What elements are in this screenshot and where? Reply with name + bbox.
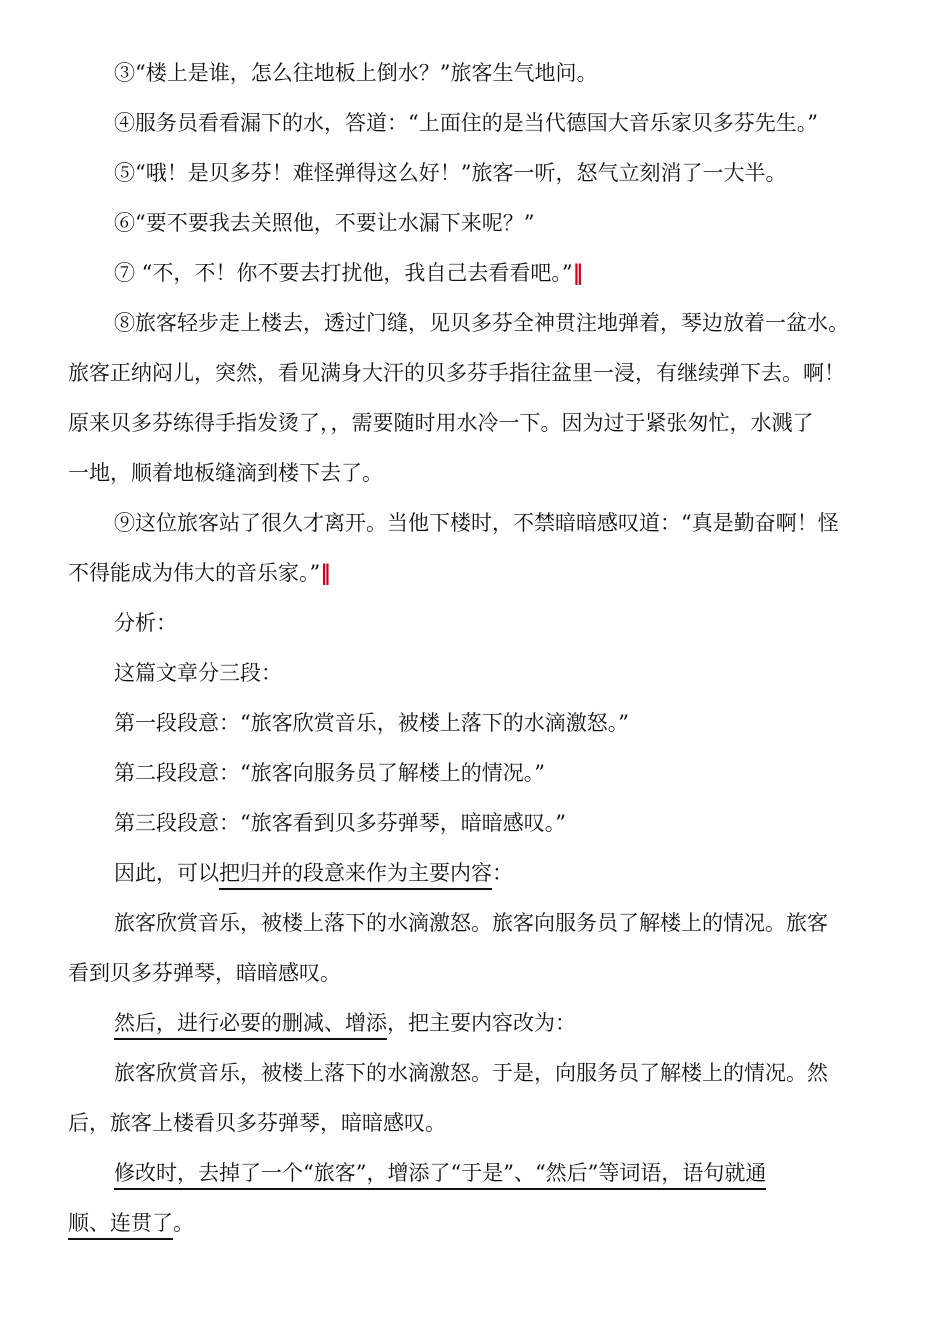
section-1-meaning: 第一段段意：“旅客欣赏音乐，被楼上落下的水滴激怒。” bbox=[114, 711, 629, 735]
edit-suffix: ，把主要内容改为： bbox=[387, 1011, 576, 1035]
section-break-mark: ‖ bbox=[320, 560, 331, 585]
merged-content-line-1: 旅客欣赏音乐，被楼上落下的水滴激怒。旅客向服务员了解楼上的情况。旅客 bbox=[114, 911, 828, 935]
revision-note-line-2 bbox=[68, 1208, 194, 1238]
revision-note-underlined-2: 顺、连贯了 bbox=[68, 1211, 173, 1240]
merge-instruction bbox=[114, 858, 513, 888]
revision-note-end: 。 bbox=[173, 1211, 194, 1235]
paragraph-9-line-1: ⑨这位旅客站了很久才离开。当他下楼时，不禁暗暗感叹道：“真是勤奋啊！怪 bbox=[114, 511, 839, 535]
merge-underlined: 把归并的段意来作为主要内容 bbox=[219, 861, 492, 890]
edit-underlined: 然后，进行必要的删减、增添 bbox=[114, 1011, 387, 1040]
paragraph-5: ⑤“哦！是贝多芬！难怪弹得这么好！”旅客一听，怒气立刻消了一大半。 bbox=[114, 161, 787, 185]
paragraph-6: ⑥“要不要我去关照他，不要让水漏下来呢？” bbox=[114, 211, 535, 235]
revision-note-underlined-1: 修改时，去掉了一个“旅客”，增添了“于是”、“然后”等词语，语句就通 bbox=[114, 1161, 766, 1190]
merge-prefix: 因此，可以 bbox=[114, 861, 219, 885]
paragraph-3: ③“楼上是谁，怎么往地板上倒水？”旅客生气地问。 bbox=[114, 61, 598, 85]
paragraph-8-line-3: 原来贝多芬练得手指发烫了，，需要随时用水冷一下。因为过于紧张匆忙，水溅了 bbox=[68, 411, 814, 435]
paragraph-8-line-1: ⑧旅客轻步走上楼去，透过门缝，见贝多芬全神贯注地弹着，琴边放着一盆水。 bbox=[114, 311, 849, 335]
paragraph-4: ④服务员看看漏下的水，答道：“上面住的是当代德国大音乐家贝多芬先生。” bbox=[114, 111, 818, 135]
paragraph-9-line-2-text: 不得能成为伟大的音乐家。” bbox=[68, 561, 321, 585]
section-3-meaning: 第三段段意：“旅客看到贝多芬弹琴，暗暗感叹。” bbox=[114, 811, 566, 835]
revision-note-line-1 bbox=[114, 1158, 766, 1188]
section-break-mark: ‖ bbox=[572, 260, 584, 285]
paragraph-8-line-2: 旅客正纳闷儿，突然，看见满身大汗的贝多芬手指往盆里一浸，有继续弹下去。啊！ bbox=[68, 361, 845, 385]
edit-instruction bbox=[114, 1008, 576, 1038]
merge-suffix: ： bbox=[492, 861, 513, 885]
paragraph-7 bbox=[114, 258, 583, 288]
paragraph-8-line-4: 一地，顺着地板缝滴到楼下去了。 bbox=[68, 461, 383, 485]
merged-content-line-2: 看到贝多芬弹琴，暗暗感叹。 bbox=[68, 961, 341, 985]
paragraph-7-text: ⑦ “不，不！你不要去打扰他，我自己去看看吧。” bbox=[114, 261, 573, 285]
final-content-line-1: 旅客欣赏音乐，被楼上落下的水滴激怒。于是，向服务员了解楼上的情况。然 bbox=[114, 1061, 828, 1085]
analysis-heading: 分析： bbox=[114, 611, 177, 635]
section-2-meaning: 第二段段意：“旅客向服务员了解楼上的情况。” bbox=[114, 761, 545, 785]
sections-intro: 这篇文章分三段： bbox=[114, 661, 282, 685]
final-content-line-2: 后，旅客上楼看贝多芬弹琴，暗暗感叹。 bbox=[68, 1111, 446, 1135]
paragraph-9-line-2 bbox=[68, 558, 331, 588]
